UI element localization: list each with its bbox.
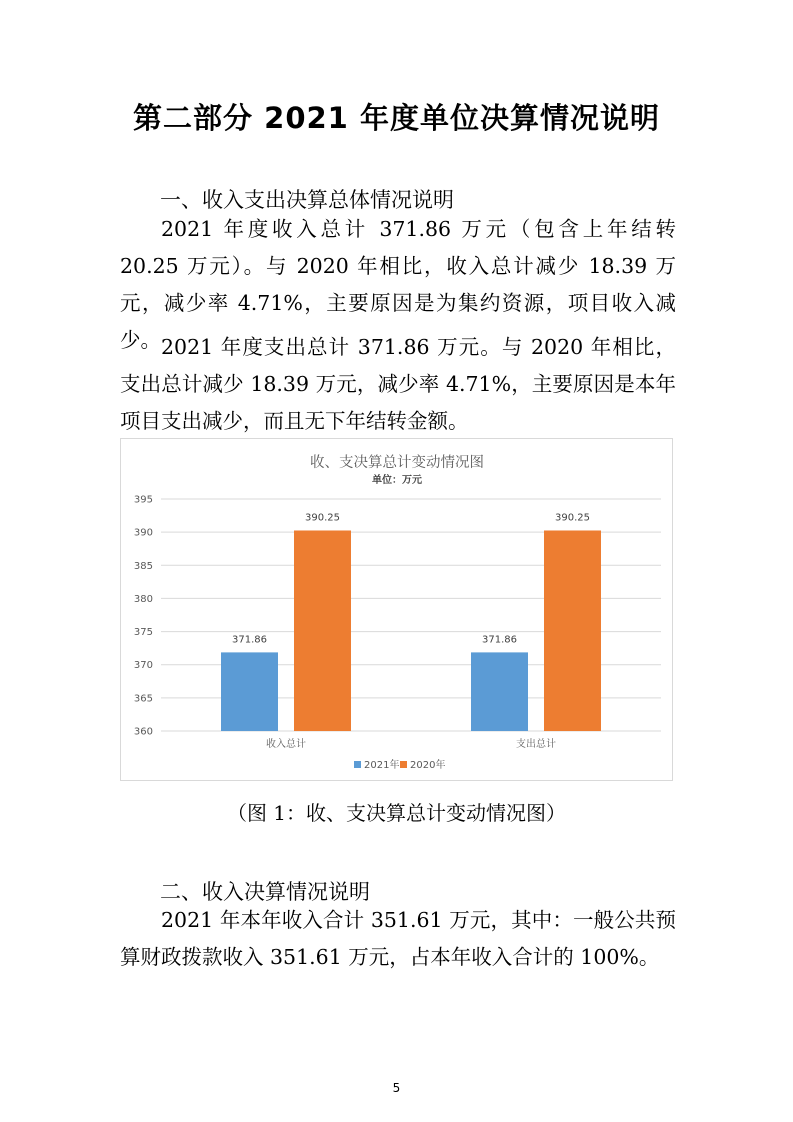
page-number: 5 — [392, 1081, 401, 1095]
section1-heading: 一、收入支出决算总体情况说明 — [160, 188, 454, 212]
y-tick-label: 380 — [133, 593, 153, 605]
bar-value-label: 390.25 — [305, 512, 340, 524]
legend-swatch — [354, 761, 361, 768]
bar-chart — [121, 439, 672, 780]
section2-paragraph-1: 2021 年本年收入合计 351.61 万元，其中：一般公共预算财政拨款收入 351.61 万元，占本年收入合计的 100%。 — [120, 908, 676, 969]
y-tick-label: 365 — [133, 693, 153, 705]
bar-value-label: 371.86 — [232, 634, 267, 646]
section2-heading: 二、收入决算情况说明 — [160, 880, 370, 904]
y-tick-label: 375 — [133, 627, 153, 639]
section1-paragraph-1: 2021 年度收入总计 371.86 万元（包含上年结转 20.25 万元）。与 2020 年相比，收入总计减少 18.39 万元，减少率 4.71%，主要原因是为集约资源，项目收入减少。 — [120, 217, 676, 352]
bar-value-label: 390.25 — [555, 512, 590, 524]
category-label: 收入总计 — [266, 739, 306, 750]
y-tick-label: 360 — [133, 726, 153, 738]
bar-series-2-2 — [544, 530, 601, 731]
legend-label: 2021年 — [364, 760, 400, 771]
page-title: 第二部分 2021 年度单位决算情况说明 — [133, 101, 660, 135]
category-label: 支出总计 — [516, 739, 556, 750]
bar-series-2-1 — [294, 530, 351, 731]
legend-swatch — [400, 761, 407, 768]
bar-series-1-1 — [221, 652, 278, 731]
y-tick-label: 370 — [133, 660, 153, 672]
y-tick-label: 385 — [133, 560, 153, 572]
legend-label: 2020年 — [410, 760, 446, 771]
figure-caption: （图 1：收、支决算总计变动情况图） — [226, 801, 567, 825]
y-tick-label: 395 — [133, 494, 153, 506]
y-tick-label: 390 — [133, 527, 153, 539]
chart-title: 收、支决算总计变动情况图 — [310, 455, 484, 471]
chart-subtitle: 单位：万元 — [372, 475, 422, 486]
bar-series-1-2 — [471, 652, 528, 731]
bar-value-label: 371.86 — [482, 634, 517, 646]
chart-frame — [120, 438, 673, 781]
section1-paragraph-2: 2021 年度支出总计 371.86 万元。与 2020 年相比，支出总计减少 18.39 万元，减少率 4.71%，主要原因是本年项目支出减少，而且无下年结转金额。 — [120, 335, 676, 433]
